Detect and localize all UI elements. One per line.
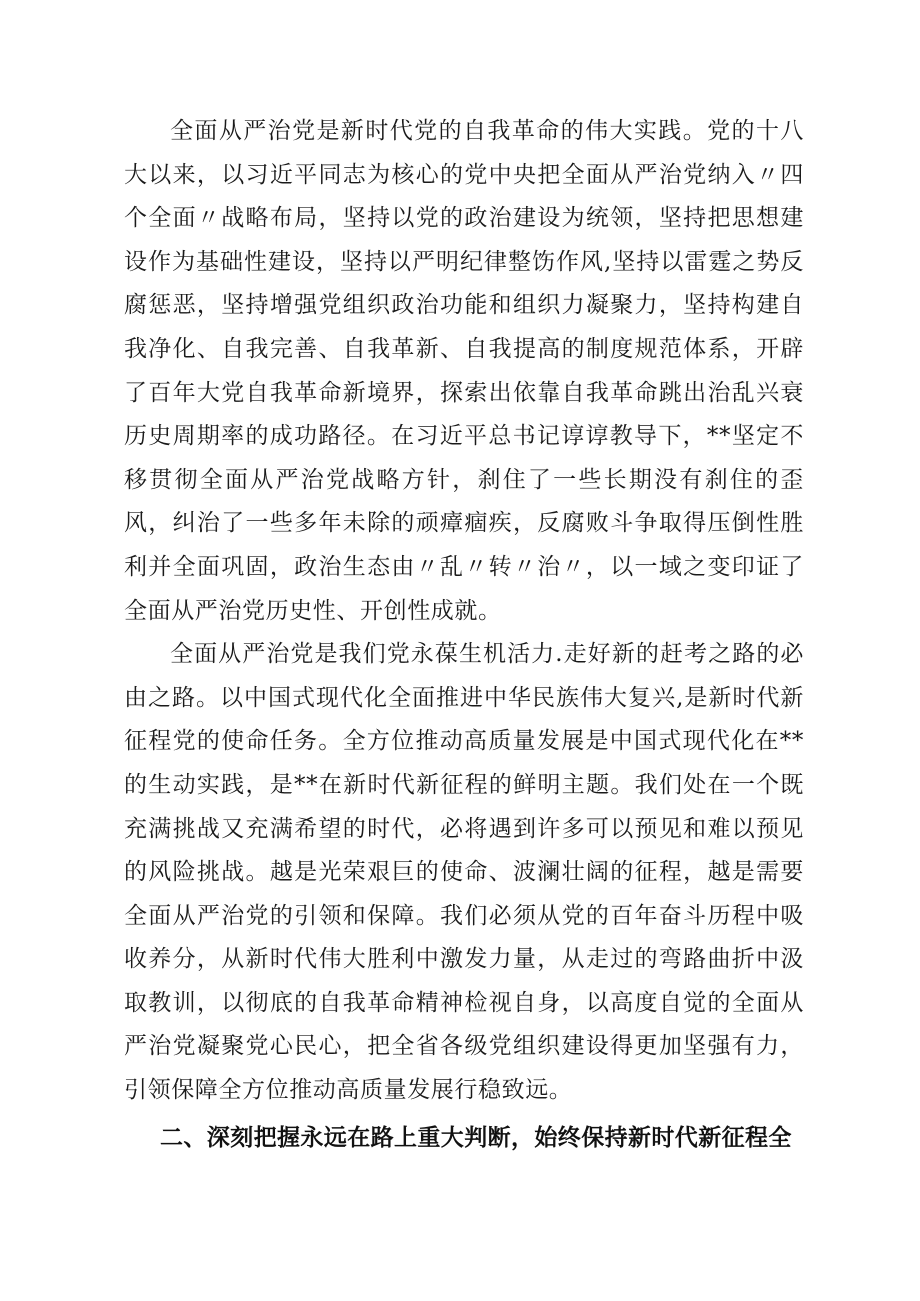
paragraph-2: 全面从严治党是我们党永葆生机活力.走好新的赶考之路的必由之路。以中国式现代化全面推进中华民族伟大复兴,是新时代新征程党的使命任务。全方位推动高质量发展是中国式现代化在**的生动实践，是**在新时代新征程的鲜明主题。我们处在一个既充满挑战又充满希望的时代，必将遇到许多可以预见和难以预见的风险挑战。越是光荣艰巨的使命、波澜壮阔的征程，越是需要全面从严治党的引领和保障。我们必须从党的百年奋斗历程中吸收养分，从新时代伟大胜利中激发力量，从走过的弯路曲折中汲取教训，以彻底的自我革命精神检视自身，以高度自觉的全面从严治党凝聚党心民心，把全省各级党组织建设得更加坚强有力，引领保障全方位推动高质量发展行稳致远。 [124, 641, 804, 1104]
section-heading: 二、深刻把握永远在路上重大判断，始终保持新时代新征程全 [160, 1125, 792, 1151]
paragraph-1: 全面从严治党是新时代党的自我革命的伟大实践。党的十八大以来，以习近平同志为核心的党中央把全面从严治党纳入〃四个全面〃战略布局，坚持以党的政治建设为统领，坚持把思想建设作为基础性建设，坚持以严明纪律整饬作风,坚持以雷霆之势反腐惩恶，坚持增强党组织政治功能和组织力凝聚力，坚持构建自我净化、自我完善、自我革新、自我提高的制度规范体系，开辟了百年大党自我革命新境界，探索出依靠自我革命跳出治乱兴衰历史周期率的成功路径。在习近平总书记谆谆教导下，**坚定不移贯彻全面从严治党战略方针，刹住了一些长期没有刹住的歪风，纠治了一些多年未除的顽瘴痼疾，反腐败斗争取得压倒性胜利并全面巩固，政治生态由〃乱〃转〃治〃，以一域之变印证了全面从严治党历史性、开创性成就。 [124, 118, 804, 624]
document-body [124, 110, 804, 1113]
